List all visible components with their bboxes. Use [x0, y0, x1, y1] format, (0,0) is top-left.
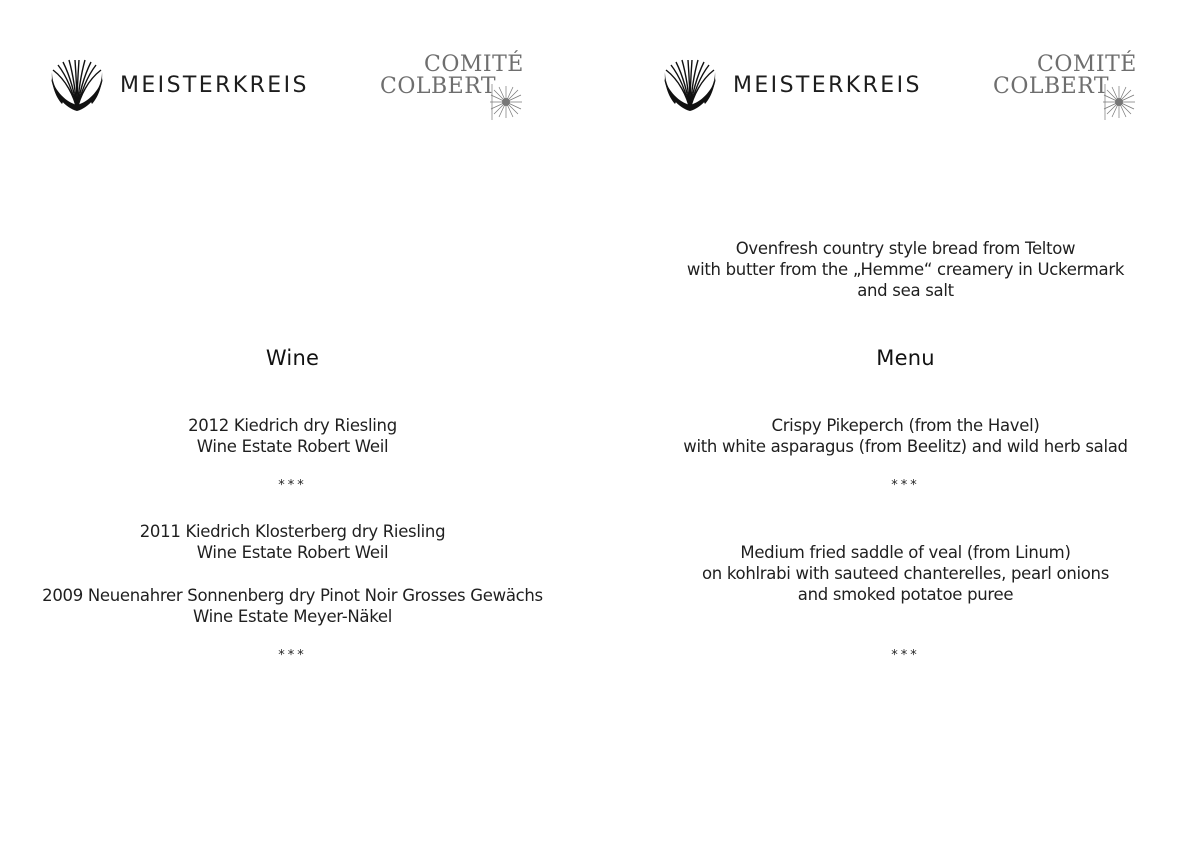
colbert-wordmark: COLBERT [380, 74, 497, 99]
separator-stars: *** [891, 478, 920, 493]
starburst-icon [488, 84, 524, 120]
colbert-wordmark: COLBERT [993, 74, 1110, 99]
wine-estate: Wine Estate Meyer-Näkel [192, 607, 393, 626]
course-item [613, 542, 1198, 605]
wine-item [0, 585, 585, 627]
separator-stars: *** [278, 478, 307, 493]
wine-estate: Wine Estate Robert Weil [196, 543, 389, 562]
meisterkreis-logo [661, 56, 922, 114]
bread-item [613, 238, 1198, 301]
wine-item [0, 415, 585, 457]
wine-estate: Wine Estate Robert Weil [196, 437, 389, 456]
course-line: on kohlrabi with sauteed chanterelles, pearl onions [701, 564, 1110, 583]
comite-colbert-logo [993, 52, 1153, 122]
bread-line: and sea salt [857, 281, 954, 300]
meisterkreis-mark-icon [48, 56, 106, 114]
course-line: Medium fried saddle of veal (from Linum) [740, 543, 1071, 562]
separator-stars: *** [891, 648, 920, 663]
menu-heading: Menu [876, 346, 935, 370]
course-line: Crispy Pikeperch (from the Havel) [771, 416, 1040, 435]
wine-item [0, 521, 585, 563]
menu-page [613, 0, 1200, 845]
bread-line: with butter from the „Hemme“ creamery in Uckermark [686, 260, 1125, 279]
comite-colbert-logo [380, 52, 540, 122]
separator-stars: *** [278, 648, 307, 663]
course-line: with white asparagus (from Beelitz) and wild herb salad [683, 437, 1128, 456]
wine-name: 2009 Neuenahrer Sonnenberg dry Pinot Noir Grosses Gewächs [42, 586, 543, 605]
meisterkreis-mark-icon [661, 56, 719, 114]
wine-heading: Wine [265, 346, 320, 370]
comite-wordmark: COMITÉ [424, 52, 524, 77]
bread-line: Ovenfresh country style bread from Teltow [735, 239, 1076, 258]
course-line: and smoked potatoe puree [797, 585, 1014, 604]
meisterkreis-wordmark: MEISTERKREIS [120, 72, 309, 98]
starburst-icon [1101, 84, 1137, 120]
comite-wordmark: COMITÉ [1037, 52, 1137, 77]
course-item [613, 415, 1198, 457]
wine-name: 2012 Kiedrich dry Riesling [188, 416, 397, 435]
meisterkreis-logo [48, 56, 309, 114]
meisterkreis-wordmark: MEISTERKREIS [733, 72, 922, 98]
wine-name: 2011 Kiedrich Klosterberg dry Riesling [139, 522, 446, 541]
